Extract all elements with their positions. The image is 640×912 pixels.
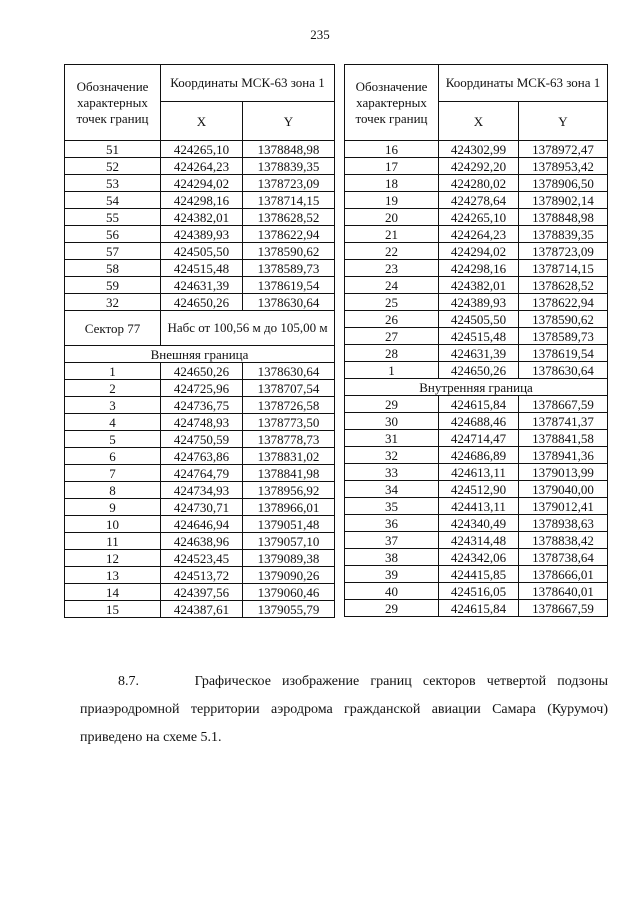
y-cell: 1378589,73: [243, 260, 335, 277]
point-id-cell: 25: [345, 294, 439, 311]
y-cell: 1378938,63: [519, 515, 608, 532]
point-id-cell: 27: [345, 328, 439, 345]
y-cell: 1378848,98: [519, 209, 608, 226]
point-id-cell: 33: [345, 464, 439, 481]
table-row: [345, 549, 608, 566]
point-id-cell: 5: [65, 431, 161, 448]
header-point-designation: Обозначение характерных точек границ: [65, 65, 161, 141]
y-cell: 1378966,01: [243, 499, 335, 516]
point-id-cell: 10: [65, 516, 161, 533]
x-cell: 424382,01: [161, 209, 243, 226]
y-cell: 1379089,38: [243, 550, 335, 567]
point-id-cell: 52: [65, 158, 161, 175]
point-id-cell: 29: [345, 600, 439, 617]
x-cell: 424292,20: [439, 158, 519, 175]
coordinates-table-right: [344, 64, 608, 617]
x-cell: 424734,93: [161, 482, 243, 499]
table-row: [65, 550, 335, 567]
header-y: Y: [243, 102, 335, 141]
x-cell: 424763,86: [161, 448, 243, 465]
point-id-cell: 58: [65, 260, 161, 277]
x-cell: 424631,39: [161, 277, 243, 294]
x-cell: 424650,26: [161, 294, 243, 311]
x-cell: 424686,89: [439, 447, 519, 464]
x-cell: 424748,93: [161, 414, 243, 431]
y-cell: 1378906,50: [519, 175, 608, 192]
table-row: [65, 380, 335, 397]
table-row: [65, 277, 335, 294]
header-coordinate-system: Координаты МСК-63 зона 1: [439, 65, 608, 102]
y-cell: 1378590,62: [519, 311, 608, 328]
y-cell: 1378773,50: [243, 414, 335, 431]
table-row: [65, 482, 335, 499]
table-row: [345, 345, 608, 362]
point-id-cell: 6: [65, 448, 161, 465]
y-cell: 1379013,99: [519, 464, 608, 481]
x-cell: 424342,06: [439, 549, 519, 566]
y-cell: 1378841,98: [243, 465, 335, 482]
table-row: [65, 260, 335, 277]
point-id-cell: 7: [65, 465, 161, 482]
table-row: [345, 294, 608, 311]
outer-boundary-label: Внешняя граница: [65, 346, 335, 363]
table-row: [345, 413, 608, 430]
table-row: [65, 209, 335, 226]
y-cell: 1378972,47: [519, 141, 608, 158]
y-cell: 1378831,02: [243, 448, 335, 465]
table-row: [65, 192, 335, 209]
y-cell: 1378956,92: [243, 482, 335, 499]
point-id-cell: 57: [65, 243, 161, 260]
table-row: [65, 533, 335, 550]
point-id-cell: 12: [65, 550, 161, 567]
y-cell: 1379055,79: [243, 601, 335, 618]
point-id-cell: 17: [345, 158, 439, 175]
x-cell: 424613,11: [439, 464, 519, 481]
y-cell: 1378778,73: [243, 431, 335, 448]
point-id-cell: 22: [345, 243, 439, 260]
x-cell: 424688,46: [439, 413, 519, 430]
point-id-cell: 18: [345, 175, 439, 192]
y-cell: 1379040,00: [519, 481, 608, 498]
y-cell: 1378589,73: [519, 328, 608, 345]
y-cell: 1378619,54: [519, 345, 608, 362]
header-coordinate-system: Координаты МСК-63 зона 1: [161, 65, 335, 102]
table-row: [65, 448, 335, 465]
y-cell: 1378839,35: [243, 158, 335, 175]
x-cell: 424264,23: [161, 158, 243, 175]
inner-boundary-label-row: [345, 379, 608, 396]
x-cell: 424650,26: [439, 362, 519, 379]
table-row: [345, 532, 608, 549]
x-cell: 424736,75: [161, 397, 243, 414]
point-id-cell: 14: [65, 584, 161, 601]
x-cell: 424646,94: [161, 516, 243, 533]
point-id-cell: 2: [65, 380, 161, 397]
table-row: [345, 277, 608, 294]
table-row: [65, 175, 335, 192]
y-cell: 1378622,94: [243, 226, 335, 243]
y-cell: 1379060,46: [243, 584, 335, 601]
x-cell: 424264,23: [439, 226, 519, 243]
x-cell: 424764,79: [161, 465, 243, 482]
x-cell: 424265,10: [439, 209, 519, 226]
y-cell: 1379012,41: [519, 498, 608, 515]
table-row: [345, 260, 608, 277]
point-id-cell: 55: [65, 209, 161, 226]
table-row: [65, 499, 335, 516]
sector-label: Сектор 77: [65, 311, 161, 346]
point-id-cell: 1: [345, 362, 439, 379]
table-row: [345, 498, 608, 515]
point-id-cell: 51: [65, 141, 161, 158]
table-row: [65, 567, 335, 584]
point-id-cell: 31: [345, 430, 439, 447]
page-number: 235: [310, 27, 330, 42]
table-row: [345, 192, 608, 209]
table-row: [65, 158, 335, 175]
x-cell: 424631,39: [439, 345, 519, 362]
x-cell: 424389,93: [161, 226, 243, 243]
point-id-cell: 15: [65, 601, 161, 618]
y-cell: 1378714,15: [519, 260, 608, 277]
table-row: [65, 584, 335, 601]
point-id-cell: 9: [65, 499, 161, 516]
coordinates-table-left: [64, 64, 335, 618]
table-row: [345, 464, 608, 481]
point-id-cell: 30: [345, 413, 439, 430]
x-cell: 424725,96: [161, 380, 243, 397]
table-row: [345, 226, 608, 243]
x-cell: 424278,64: [439, 192, 519, 209]
x-cell: 424265,10: [161, 141, 243, 158]
x-cell: 424515,48: [439, 328, 519, 345]
table-row: [345, 481, 608, 498]
y-cell: 1378902,14: [519, 192, 608, 209]
point-id-cell: 13: [65, 567, 161, 584]
point-id-cell: 37: [345, 532, 439, 549]
point-id-cell: 36: [345, 515, 439, 532]
point-id-cell: 38: [345, 549, 439, 566]
table-row: [65, 226, 335, 243]
x-cell: 424523,45: [161, 550, 243, 567]
y-cell: 1378666,01: [519, 566, 608, 583]
point-id-cell: 28: [345, 345, 439, 362]
paragraph-8-7: [80, 668, 608, 752]
point-id-cell: 8: [65, 482, 161, 499]
table-row: [345, 141, 608, 158]
y-cell: 1379051,48: [243, 516, 335, 533]
x-cell: 424638,96: [161, 533, 243, 550]
point-id-cell: 4: [65, 414, 161, 431]
table-row: [345, 311, 608, 328]
y-cell: 1378953,42: [519, 158, 608, 175]
y-cell: 1378723,09: [243, 175, 335, 192]
x-cell: 424298,16: [161, 192, 243, 209]
paragraph-text: Графическое изображение границ секторов четвертой подзоны приаэродромной территории аэродрома гражданской авиации Самара (Курумоч) приведено на схеме 5.1.: [80, 674, 608, 745]
header-x: X: [161, 102, 243, 141]
point-id-cell: 39: [345, 566, 439, 583]
x-cell: 424387,61: [161, 601, 243, 618]
point-id-cell: 32: [345, 447, 439, 464]
table-row: [345, 175, 608, 192]
table-row: [345, 209, 608, 226]
point-id-cell: 20: [345, 209, 439, 226]
x-cell: 424382,01: [439, 277, 519, 294]
y-cell: 1378630,64: [243, 294, 335, 311]
y-cell: 1378738,64: [519, 549, 608, 566]
x-cell: 424515,48: [161, 260, 243, 277]
y-cell: 1378723,09: [519, 243, 608, 260]
point-id-cell: 24: [345, 277, 439, 294]
y-cell: 1378630,64: [519, 362, 608, 379]
x-cell: 424650,26: [161, 363, 243, 380]
header-y: Y: [519, 102, 608, 141]
x-cell: 424505,50: [439, 311, 519, 328]
y-cell: 1378941,36: [519, 447, 608, 464]
x-cell: 424280,02: [439, 175, 519, 192]
x-cell: 424397,56: [161, 584, 243, 601]
y-cell: 1378667,59: [519, 396, 608, 413]
table-row: [345, 243, 608, 260]
x-cell: 424615,84: [439, 600, 519, 617]
table-row: [65, 601, 335, 618]
table-row: [345, 600, 608, 617]
point-id-cell: 29: [345, 396, 439, 413]
table-row: [65, 516, 335, 533]
paragraph-number: 8.7.: [118, 674, 139, 689]
x-cell: 424714,47: [439, 430, 519, 447]
x-cell: 424340,49: [439, 515, 519, 532]
y-cell: 1378848,98: [243, 141, 335, 158]
y-cell: 1378714,15: [243, 192, 335, 209]
y-cell: 1378841,58: [519, 430, 608, 447]
header-point-designation: Обозначение характерных точек границ: [345, 65, 439, 141]
point-id-cell: 16: [345, 141, 439, 158]
y-cell: 1378838,42: [519, 532, 608, 549]
y-cell: 1378839,35: [519, 226, 608, 243]
point-id-cell: 32: [65, 294, 161, 311]
x-cell: 424294,02: [161, 175, 243, 192]
y-cell: 1378628,52: [519, 277, 608, 294]
point-id-cell: 35: [345, 498, 439, 515]
table-row: [65, 397, 335, 414]
header-x: X: [439, 102, 519, 141]
point-id-cell: 26: [345, 311, 439, 328]
y-cell: 1378628,52: [243, 209, 335, 226]
x-cell: 424389,93: [439, 294, 519, 311]
point-id-cell: 11: [65, 533, 161, 550]
x-cell: 424513,72: [161, 567, 243, 584]
table-row: [65, 243, 335, 260]
x-cell: 424615,84: [439, 396, 519, 413]
y-cell: 1379090,26: [243, 567, 335, 584]
point-id-cell: 21: [345, 226, 439, 243]
x-cell: 424512,90: [439, 481, 519, 498]
table-row: [345, 362, 608, 379]
point-id-cell: 53: [65, 175, 161, 192]
y-cell: 1378590,62: [243, 243, 335, 260]
y-cell: 1379057,10: [243, 533, 335, 550]
table-row: [345, 515, 608, 532]
x-cell: 424516,05: [439, 583, 519, 600]
table-row: [345, 430, 608, 447]
y-cell: 1378667,59: [519, 600, 608, 617]
y-cell: 1378726,58: [243, 397, 335, 414]
y-cell: 1378622,94: [519, 294, 608, 311]
x-cell: 424294,02: [439, 243, 519, 260]
table-row: [345, 583, 608, 600]
y-cell: 1378630,64: [243, 363, 335, 380]
point-id-cell: 3: [65, 397, 161, 414]
table-row: [65, 431, 335, 448]
point-id-cell: 59: [65, 277, 161, 294]
x-cell: 424298,16: [439, 260, 519, 277]
y-cell: 1378707,54: [243, 380, 335, 397]
x-cell: 424302,99: [439, 141, 519, 158]
x-cell: 424730,71: [161, 499, 243, 516]
inner-boundary-label: Внутренняя граница: [345, 379, 608, 396]
x-cell: 424314,48: [439, 532, 519, 549]
x-cell: 424415,85: [439, 566, 519, 583]
table-row: [65, 294, 335, 311]
table-row: [65, 414, 335, 431]
x-cell: 424413,11: [439, 498, 519, 515]
point-id-cell: 54: [65, 192, 161, 209]
table-row: [345, 447, 608, 464]
point-id-cell: 56: [65, 226, 161, 243]
point-id-cell: 40: [345, 583, 439, 600]
sector-row: [65, 311, 335, 346]
x-cell: 424505,50: [161, 243, 243, 260]
y-cell: 1378619,54: [243, 277, 335, 294]
table-row: [345, 396, 608, 413]
table-row: [345, 328, 608, 345]
point-id-cell: 1: [65, 363, 161, 380]
table-row: [65, 363, 335, 380]
x-cell: 424750,59: [161, 431, 243, 448]
outer-boundary-label-row: [65, 346, 335, 363]
table-row: [65, 465, 335, 482]
point-id-cell: 34: [345, 481, 439, 498]
y-cell: 1378741,37: [519, 413, 608, 430]
point-id-cell: 19: [345, 192, 439, 209]
point-id-cell: 23: [345, 260, 439, 277]
sector-height-range: Набс от 100,56 м до 105,00 м: [161, 311, 335, 346]
table-row: [345, 158, 608, 175]
table-row: [65, 141, 335, 158]
y-cell: 1378640,01: [519, 583, 608, 600]
table-row: [345, 566, 608, 583]
